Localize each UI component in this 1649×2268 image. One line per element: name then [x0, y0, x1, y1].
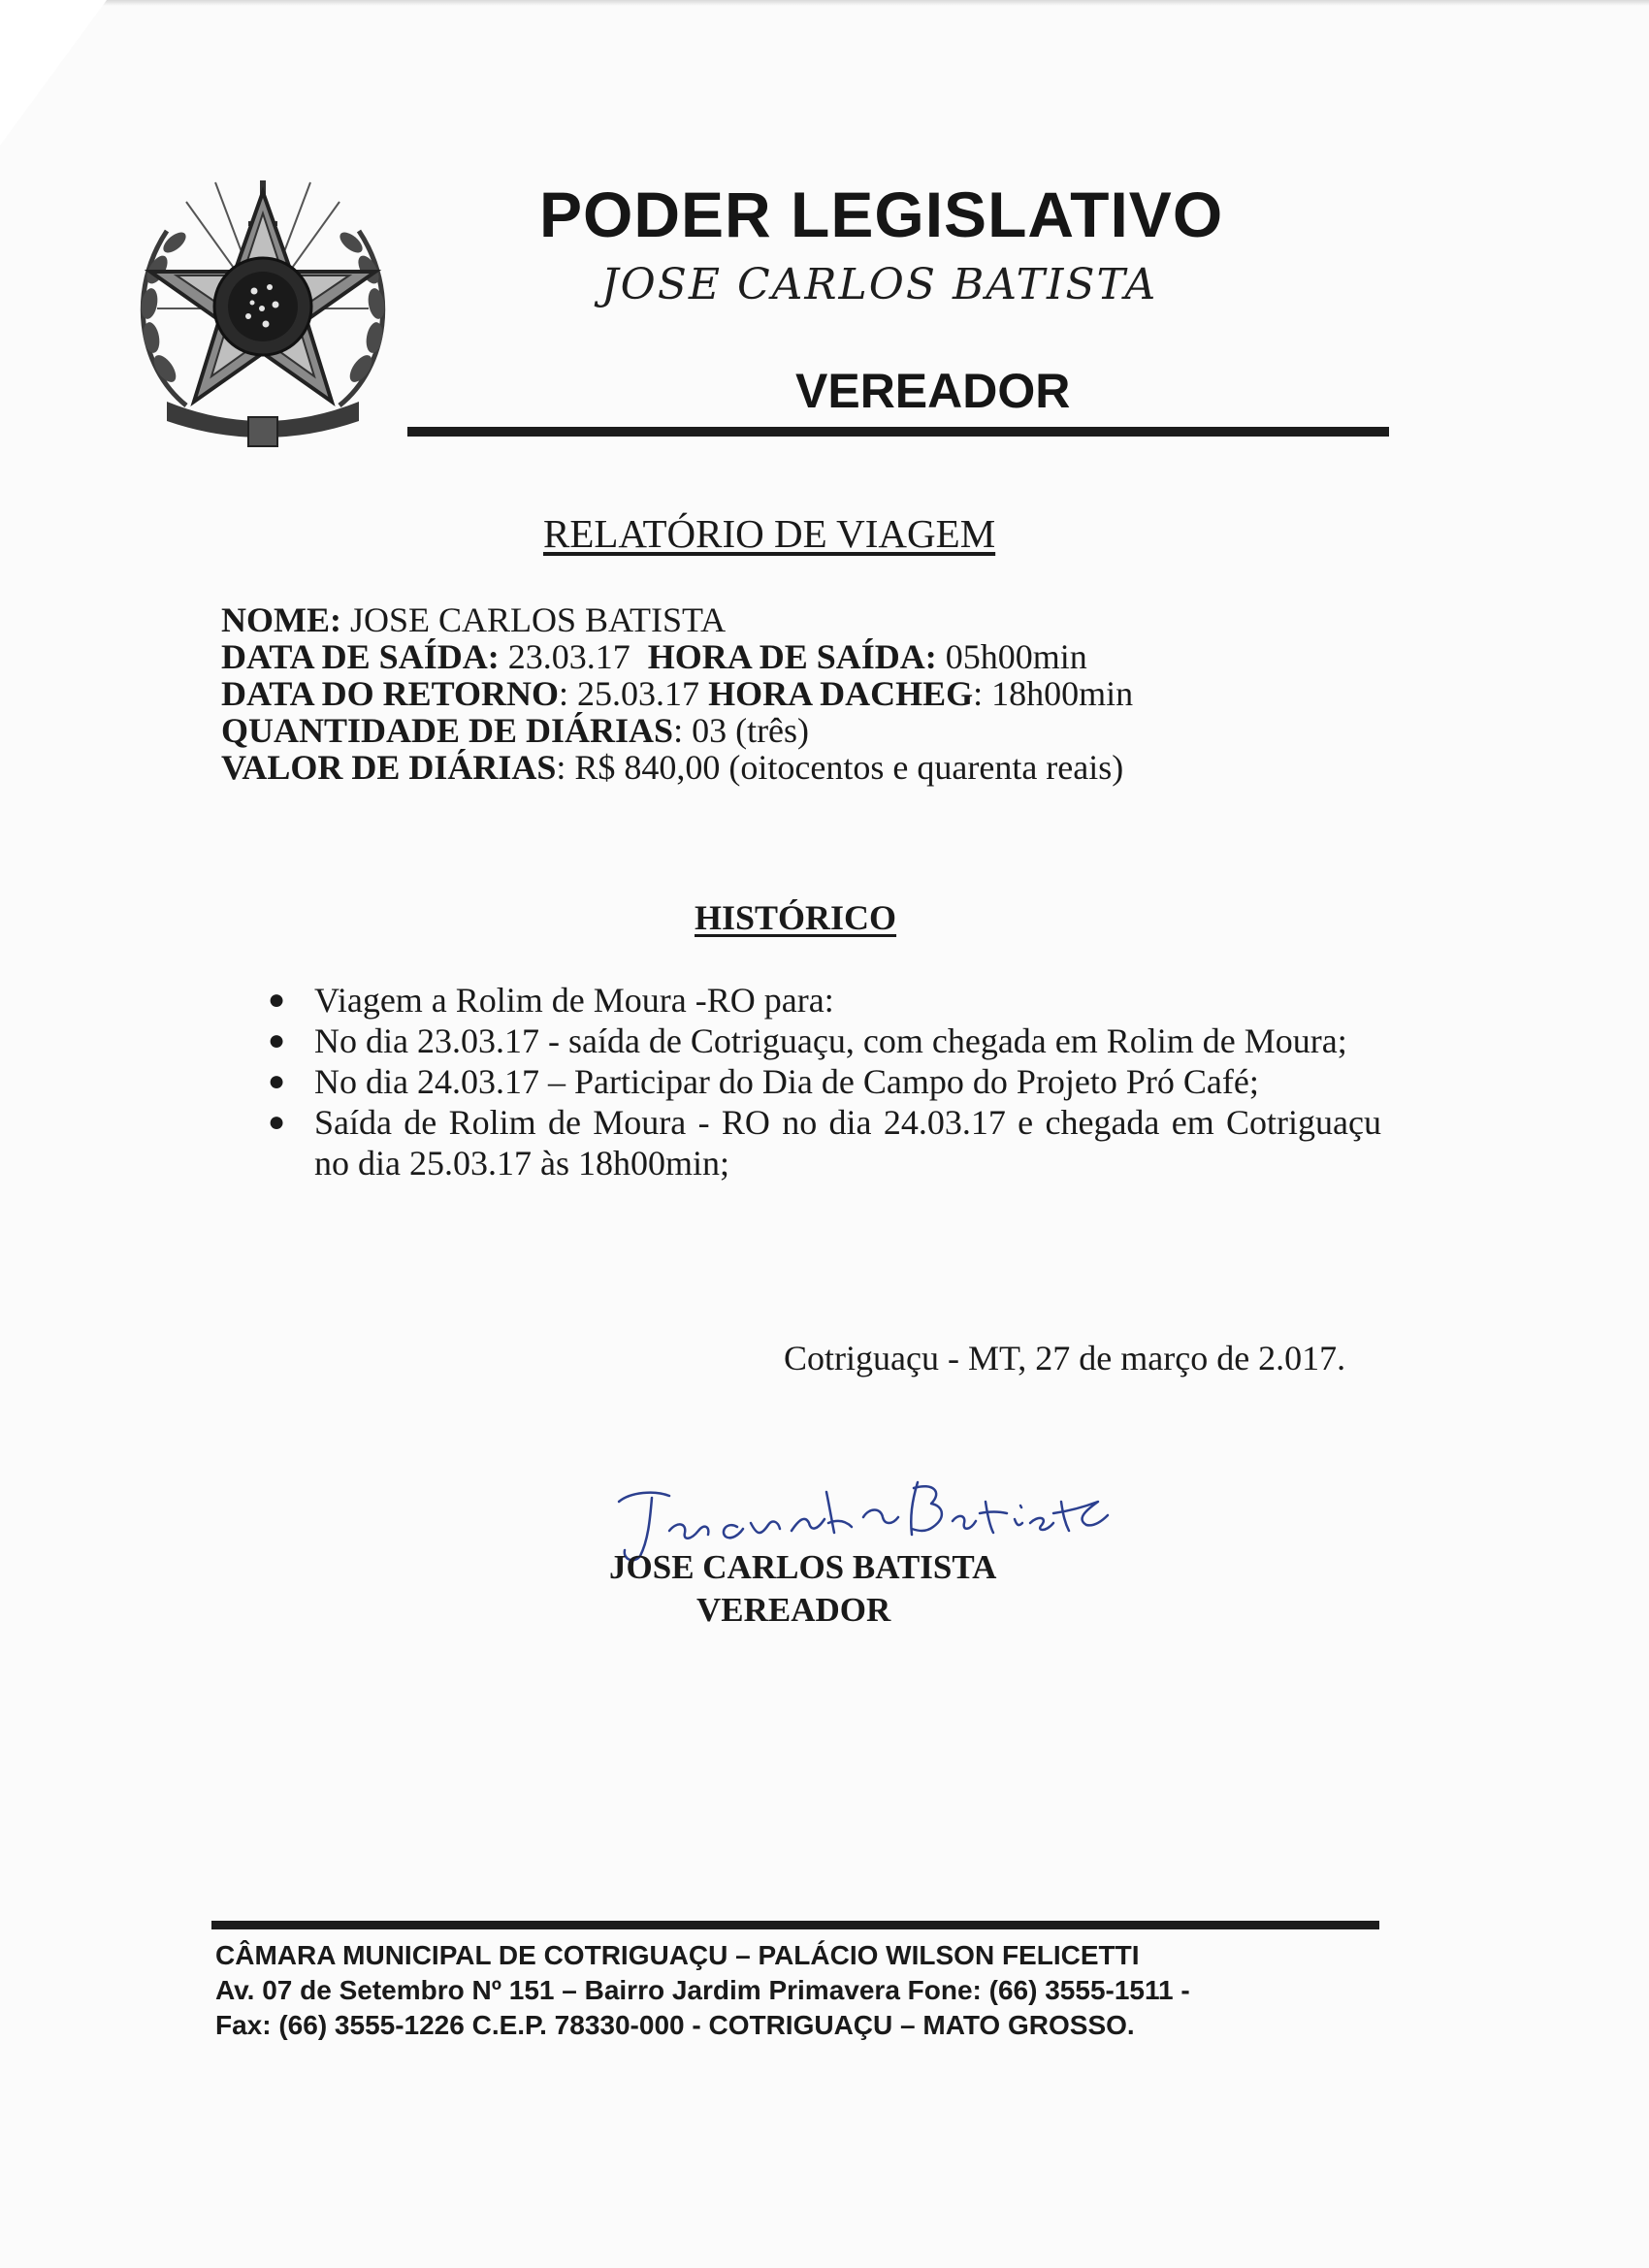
list-item: [266, 1061, 1381, 1102]
history-title: HISTÓRICO: [695, 898, 897, 937]
scan-edge: [0, 0, 1649, 6]
field-label: QUANTIDADE DE DIÁRIAS: [221, 711, 674, 750]
field-value: JOSE CARLOS BATISTA: [340, 600, 727, 639]
document-title: RELATÓRIO DE VIAGEM: [543, 511, 996, 556]
place-date: Cotriguaçu - MT, 27 de março de 2.017.: [784, 1339, 1346, 1377]
field-label: HORA DE SAÍDA:: [647, 637, 937, 676]
field-daily-count: [221, 712, 1385, 749]
list-item-text: Saída de Rolim de Moura - RO no dia 24.03.17 e chegada em Cotriguaçu no dia 25.03.17 às 18h00min;: [314, 1103, 1381, 1183]
list-item-text: No dia 23.03.17 - saída de Cotriguaçu, com chegada em Rolim de Moura;: [314, 1021, 1347, 1060]
field-value: 05h00min: [936, 637, 1087, 676]
bullet-icon: ●: [268, 1106, 286, 1138]
footer-line-3: Fax: (66) 3555-1226 C.E.P. 78330-000 - COTRIGUAÇU – MATO GROSSO.: [215, 2010, 1135, 2040]
signatory-role: VEREADOR: [696, 1591, 891, 1629]
footer-address: [215, 1938, 1399, 2043]
header-role: VEREADOR: [795, 364, 1071, 418]
field-value: : 18h00min: [973, 674, 1134, 713]
field-daily-value: [221, 749, 1385, 786]
field-label: DATA DO RETORNO: [221, 674, 560, 713]
header-divider: [407, 427, 1389, 437]
page-corner-fold: [0, 0, 107, 146]
header-person-name: JOSE CARLOS BATISTA: [601, 260, 1158, 309]
field-label: VALOR DE DIÁRIAS: [221, 748, 557, 787]
footer-divider: [211, 1921, 1379, 1929]
list-item: [266, 1021, 1381, 1061]
field-value: 23.03.17: [499, 637, 648, 676]
field-value: : R$ 840,00 (oitocentos e quarenta reais): [556, 748, 1124, 787]
field-label: NOME:: [221, 600, 341, 639]
field-return: [221, 675, 1385, 712]
field-label: HORA DACHEG: [708, 674, 974, 713]
field-value: : 25.03.17: [559, 674, 709, 713]
list-item: [266, 980, 1381, 1021]
institution-title: PODER LEGISLATIVO: [539, 178, 1224, 250]
bullet-icon: ●: [268, 1024, 286, 1056]
field-value: : 03 (três): [673, 711, 810, 750]
field-departure: [221, 638, 1385, 675]
list-item-text: Viagem a Rolim de Moura -RO para:: [314, 981, 834, 1020]
signatory-name: JOSE CARLOS BATISTA: [609, 1548, 997, 1586]
field-name: [221, 601, 1385, 638]
history-list: [266, 980, 1381, 1183]
footer-line-1: CÂMARA MUNICIPAL DE COTRIGUAÇU – PALÁCIO WILSON FELICETTI: [215, 1940, 1140, 1970]
footer-line-2: Av. 07 de Setembro Nº 151 – Bairro Jardim Primavera Fone: (66) 3555-1511 -: [215, 1975, 1190, 2005]
trip-fields: [221, 601, 1385, 786]
list-item-text: No dia 24.03.17 – Participar do Dia de Campo do Projeto Pró Café;: [314, 1062, 1259, 1101]
bullet-icon: ●: [268, 984, 286, 1016]
brazil-coat-of-arms-icon: [128, 163, 398, 454]
bullet-icon: ●: [268, 1065, 286, 1097]
field-label: DATA DE SAÍDA:: [221, 637, 500, 676]
list-item: [266, 1102, 1381, 1183]
